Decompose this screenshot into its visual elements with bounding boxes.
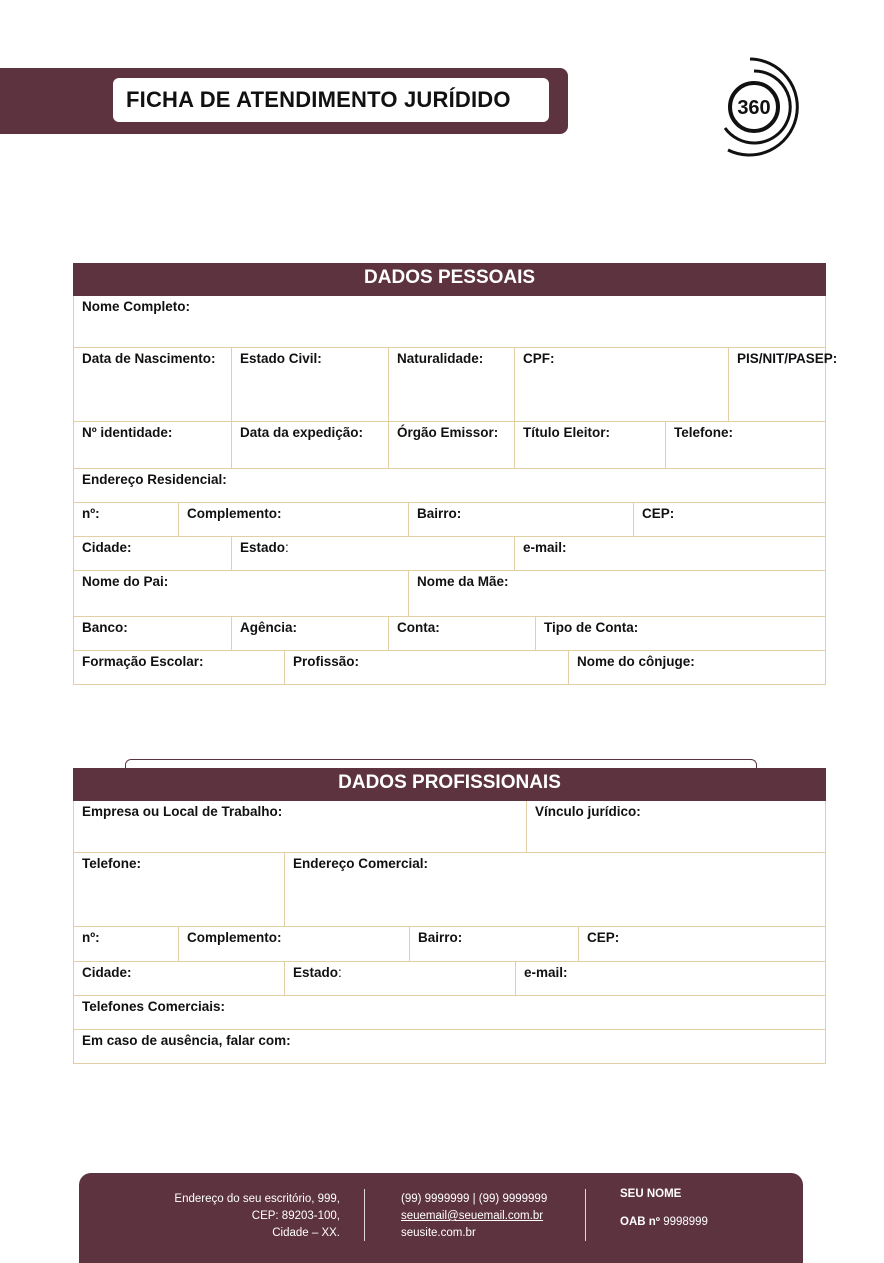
field-em-caso-ausencia[interactable]: Em caso de ausência, falar com: [74, 1030, 826, 1064]
footer-name: SEU NOME [620, 1188, 682, 1200]
footer-divider [585, 1189, 586, 1241]
field-numero[interactable]: nº: [74, 503, 179, 537]
field-empresa[interactable]: Empresa ou Local de Trabalho: [74, 801, 527, 853]
field-nome-completo[interactable]: Nome Completo: [74, 296, 826, 348]
footer [79, 1173, 803, 1263]
field-naturalidade[interactable]: Naturalidade: [389, 348, 515, 422]
footer-oab-number: 9998999 [663, 1216, 708, 1228]
field-endereco-residencial[interactable]: Endereço Residencial: [74, 469, 826, 503]
footer-oab [620, 1216, 708, 1228]
field-nome-pai[interactable]: Nome do Pai: [74, 571, 409, 617]
footer-phones: (99) 9999999 | (99) 9999999 [401, 1193, 548, 1205]
logo-360-icon [712, 48, 812, 166]
field-data-expedicao[interactable]: Data da expedição: [232, 422, 389, 469]
field-cidade[interactable]: Cidade: [74, 537, 232, 571]
field-cep[interactable]: CEP: [634, 503, 826, 537]
field-bairro-prof[interactable]: Bairro: [410, 927, 579, 962]
footer-address-line1: Endereço do seu escritório, 999, [174, 1193, 340, 1205]
field-cidade-prof[interactable]: Cidade: [74, 962, 285, 996]
field-pis[interactable]: PIS/NIT/PASEP: [729, 348, 826, 422]
field-profissao[interactable]: Profissão: [285, 651, 569, 685]
field-email-prof[interactable]: e-mail: [516, 962, 826, 996]
field-nome-conjuge[interactable]: Nome do cônjuge: [569, 651, 826, 685]
field-cpf[interactable]: CPF: [515, 348, 729, 422]
footer-site[interactable]: seusite.com.br [401, 1227, 476, 1239]
field-tipo-conta[interactable]: Tipo de Conta: [536, 617, 826, 651]
footer-oab-label: OAB nº [620, 1216, 660, 1228]
field-banco[interactable]: Banco: [74, 617, 232, 651]
footer-address-line3: Cidade – XX. [272, 1227, 340, 1239]
field-estado-prof-label: Estado [293, 965, 339, 980]
logo-text: 360 [737, 97, 771, 119]
field-bairro[interactable]: Bairro: [409, 503, 634, 537]
page-title: FICHA DE ATENDIMENTO JURÍDIDO [113, 78, 549, 122]
field-estado[interactable]: Estado: [232, 537, 515, 571]
section-heading-personal: DADOS PESSOAIS [74, 264, 826, 296]
field-estado-label: Estado [240, 540, 286, 555]
field-orgao-emissor[interactable]: Órgão Emissor: [389, 422, 515, 469]
field-data-nascimento[interactable]: Data de Nascimento: [74, 348, 232, 422]
footer-address [159, 1191, 340, 1242]
field-cep-prof[interactable]: CEP: [579, 927, 826, 962]
logo-360 [712, 48, 812, 166]
field-endereco-comercial[interactable]: Endereço Comercial: [285, 853, 826, 927]
field-numero-prof[interactable]: nº: [74, 927, 179, 962]
footer-address-line2: CEP: 89203-100, [251, 1210, 340, 1222]
section-heading-professional: DADOS PROFISSIONAIS [74, 769, 826, 801]
field-complemento-prof[interactable]: Complemento: [179, 927, 410, 962]
field-agencia[interactable]: Agência: [232, 617, 389, 651]
field-formacao-escolar[interactable]: Formação Escolar: [74, 651, 285, 685]
field-email[interactable]: e-mail: [515, 537, 826, 571]
personal-data-form [73, 263, 838, 685]
field-telefone-prof[interactable]: Telefone: [74, 853, 285, 927]
footer-divider [364, 1189, 365, 1241]
field-identidade[interactable]: Nº identidade: [74, 422, 232, 469]
professional-data-form [73, 768, 826, 1064]
field-complemento[interactable]: Complemento: [179, 503, 409, 537]
field-estado-prof[interactable]: Estado: [285, 962, 516, 996]
footer-email-link[interactable]: seuemail@seuemail.com.br [401, 1210, 544, 1222]
field-nome-mae[interactable]: Nome da Mãe: [409, 571, 826, 617]
field-titulo-eleitor[interactable]: Título Eleitor: [515, 422, 666, 469]
field-estado-civil[interactable]: Estado Civil: [232, 348, 389, 422]
field-conta[interactable]: Conta: [389, 617, 536, 651]
field-telefone[interactable]: Telefone: [666, 422, 826, 469]
field-vinculo[interactable]: Vínculo jurídico: [527, 801, 826, 853]
footer-contact [401, 1191, 571, 1242]
field-telefones-comerciais[interactable]: Telefones Comerciais: [74, 996, 826, 1030]
